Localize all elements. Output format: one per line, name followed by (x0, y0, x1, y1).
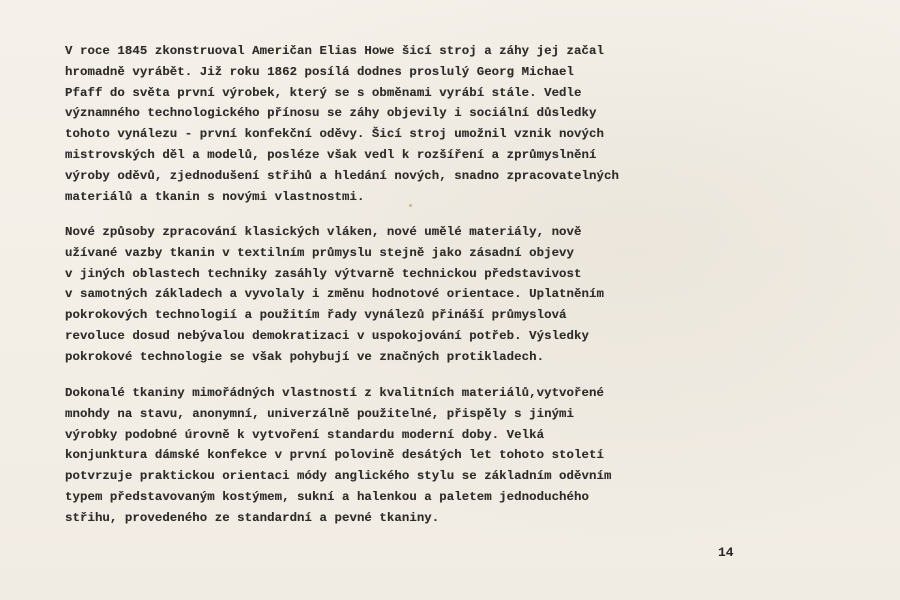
paragraph-1 (65, 41, 705, 207)
paragraph-3 (65, 383, 705, 529)
text-line: typem představovaným kostýmem, sukní a halenkou a paletem jednoduchého (65, 489, 589, 504)
text-line: pokrokových technologií a použitím řady vynálezů přináší průmyslová (65, 308, 567, 323)
text-line: pokrokové technologie se však pohybují ve značných protikladech. (65, 349, 545, 364)
text-line: Nové způsoby zpracování klasických vláken, nové umělé materiály, nově (65, 225, 582, 239)
text-line: potvrzuje praktickou orientaci módy anglického stylu se základním oděvním (65, 469, 612, 484)
text-line: tohoto vynálezu - první konfekční oděvy. Šicí stroj umožnil vznik nových (65, 127, 604, 142)
paper-speck (409, 204, 412, 207)
text-line: Dokonalé tkaniny mimořádných vlastností z kvalitních materiálů,vytvořené (65, 386, 604, 400)
text-line: mistrovských děl a modelů, posléze však vedl k rozšíření a zprůmyslnění (65, 147, 597, 162)
text-line: střihu, provedeného ze standardní a pevné tkaniny. (65, 510, 440, 525)
text-line: materiálů a tkanin s novými vlastnostmi. (65, 189, 365, 204)
text-line: užívané vazby tkanin v textilním průmyslu stejně jako zásadní objevy (65, 245, 575, 260)
text-line: výroby oděvů, zjednodušení střihů a hledání nových, snadno zpracovatelných (65, 168, 619, 183)
text-line: v samotných základech a vyvolaly i změnu hodnotové orientace. Uplatněním (65, 287, 604, 302)
text-line: hromadně vyrábět. Již roku 1862 posílá dodnes proslulý Georg Michael (65, 64, 575, 79)
text-line: V roce 1845 zkonstruoval Američan Elias Howe šicí stroj a záhy jej začal (65, 44, 604, 58)
paragraph-2 (65, 222, 705, 368)
page-number: 14 (718, 545, 734, 560)
text-line: mnohdy na stavu, anonymní, univerzálně použitelné, přispěly s jinými (65, 406, 575, 421)
text-line: výrobky podobné úrovně k vytvoření standardu moderní doby. Velká (65, 427, 545, 442)
text-line: významného technologického přínosu se záhy objevily i sociální důsledky (65, 106, 597, 121)
text-line: revoluce dosud nebývalou demokratizaci v uspokojování potřeb. Výsledky (65, 328, 589, 343)
text-line: Pfaff do světa první výrobek, který se s obměnami vyrábí stále. Vedle (65, 85, 582, 100)
text-line: v jiných oblastech techniky zasáhly výtvarně technickou představivost (65, 266, 582, 281)
text-line: konjunktura dámské konfekce v první polovině desátých let tohoto století (65, 448, 604, 463)
